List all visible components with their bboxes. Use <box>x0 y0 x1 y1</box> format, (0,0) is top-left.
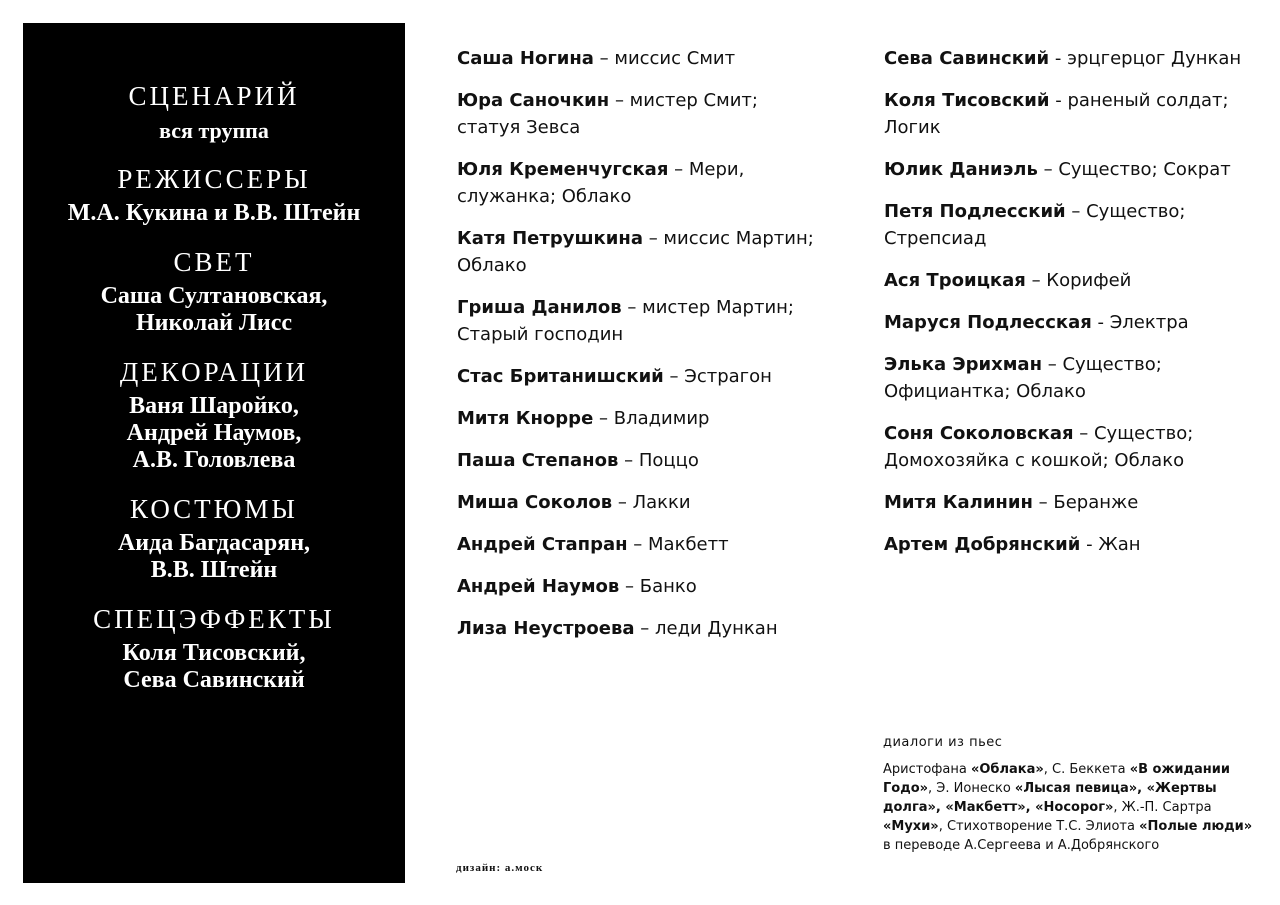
actor-name: Артем Добрянский <box>884 534 1081 555</box>
credit-heading: СПЕЦЭФФЕКТЫ <box>93 604 335 634</box>
play-title: «Облака» <box>970 762 1044 777</box>
role-name: - раненый солдат; Логик <box>884 90 1229 138</box>
cast-item <box>884 531 1254 558</box>
play-title: «Лысая певица», «Жертвы долга», «Макбетт», «Носорог» <box>883 781 1217 815</box>
cast-item <box>884 309 1254 336</box>
cast-item <box>884 351 1254 405</box>
credit-heading: СЦЕНАРИЙ <box>128 81 300 111</box>
actor-name: Сева Савинский <box>884 48 1050 69</box>
credit-name: Аида Багдасарян, <box>117 530 311 556</box>
actor-name: Митя Кнорре <box>457 408 594 429</box>
cast-item <box>884 489 1254 516</box>
role-name: – Владимир <box>593 408 710 429</box>
role-name: – леди Дункан <box>634 618 778 639</box>
credit-block-directors <box>23 162 405 227</box>
cast-item <box>884 45 1254 72</box>
actor-name: Саша Ногина <box>457 48 594 69</box>
cast-item <box>457 573 827 600</box>
cast-item <box>457 225 827 279</box>
role-name: - Жан <box>1080 534 1141 555</box>
footnote-body <box>883 760 1263 855</box>
cast-item <box>457 615 827 642</box>
cast-item <box>457 489 827 516</box>
role-name: – Существо; Домохозяйка с кошкой; Облако <box>884 423 1194 471</box>
role-name: – Существо; Сократ <box>1037 159 1231 180</box>
cast-item <box>457 405 827 432</box>
design-credit: дизайн: а.моск <box>456 862 544 874</box>
role-name: – мистер Мартин; Старый господин <box>457 297 794 345</box>
cast-item <box>884 267 1254 294</box>
credit-block-script <box>23 79 405 144</box>
role-name: – Мери, служанка; Облако <box>457 159 745 207</box>
actor-name: Митя Калинин <box>884 492 1033 513</box>
role-name: – Лакки <box>612 492 691 513</box>
role-name: - Электра <box>1091 312 1189 333</box>
cast-item <box>457 447 827 474</box>
role-name: – Макбетт <box>627 534 729 555</box>
cast-list-right <box>884 45 1254 573</box>
credit-name: Николай Лисс <box>136 310 292 336</box>
cast-item <box>457 294 827 348</box>
role-name: – Эстрагон <box>663 366 772 387</box>
credit-block-light <box>23 245 405 337</box>
role-name: – Корифей <box>1025 270 1132 291</box>
cast-item <box>884 156 1254 183</box>
credit-block-effects <box>23 602 405 694</box>
actor-name: Коля Тисовский <box>884 90 1050 111</box>
actor-name: Соня Соколовская <box>884 423 1074 444</box>
footnote-text: , Стихотворение Т.С. Элиота <box>938 819 1140 834</box>
credits-panel <box>23 23 405 883</box>
role-name: – Беранже <box>1032 492 1139 513</box>
footnote-text: , Ж.-П. Сартра <box>1113 800 1212 815</box>
footnote-title: диалоги из пьес <box>883 735 1003 750</box>
role-name: – Существо; Стрепсиад <box>884 201 1186 249</box>
actor-name: Юлик Даниэль <box>884 159 1038 180</box>
role-name: – миссис Смит <box>593 48 736 69</box>
credit-heading: ДЕКОРАЦИИ <box>119 357 309 387</box>
actor-name: Петя Подлесский <box>884 201 1066 222</box>
credit-heading: СВЕТ <box>173 247 255 277</box>
credit-block-costumes <box>23 492 405 584</box>
actor-name: Стас Британишский <box>457 366 664 387</box>
credit-name: Андрей Наумов, <box>126 420 302 446</box>
footnote-text: Аристофана <box>883 762 971 777</box>
credit-heading: КОСТЮМЫ <box>130 494 298 524</box>
actor-name: Паша Степанов <box>457 450 619 471</box>
cast-item <box>884 87 1254 141</box>
actor-name: Миша Соколов <box>457 492 613 513</box>
cast-item <box>884 198 1254 252</box>
cast-item <box>457 156 827 210</box>
sources-footnote <box>883 733 1263 855</box>
cast-list-left <box>457 45 827 657</box>
actor-name: Элька Эрихман <box>884 354 1043 375</box>
credit-heading: РЕЖИССЕРЫ <box>117 164 311 194</box>
role-name: - эрцгерцог Дункан <box>1049 48 1242 69</box>
role-name: – миссис Мартин; Облако <box>457 228 814 276</box>
credit-block-sets <box>23 355 405 474</box>
cast-item <box>457 531 827 558</box>
cast-item <box>457 87 827 141</box>
actor-name: Юра Саночкин <box>457 90 610 111</box>
play-title: «Мухи» <box>883 819 939 834</box>
credit-name: Ваня Шаройко, <box>129 393 299 419</box>
cast-item <box>457 363 827 390</box>
actor-name: Лиза Неустроева <box>457 618 635 639</box>
credit-name: Коля Тисовский, <box>122 640 306 666</box>
actor-name: Маруся Подлесская <box>884 312 1092 333</box>
play-title: «В ожидании Годо» <box>883 762 1230 796</box>
actor-name: Ася Троицкая <box>884 270 1026 291</box>
credit-name: В.В. Штейн <box>150 557 278 583</box>
role-name: – Поццо <box>618 450 699 471</box>
actor-name: Андрей Наумов <box>457 576 620 597</box>
footnote-text: в переводе А.Сергеева и А.Добрянского <box>883 838 1160 853</box>
actor-name: Гриша Данилов <box>457 297 622 318</box>
footnote-text: , Э. Ионеско <box>928 781 1015 796</box>
cast-item <box>884 420 1254 474</box>
credit-name: Сева Савинский <box>123 667 305 693</box>
actor-name: Катя Петрушкина <box>457 228 643 249</box>
role-name: – мистер Смит; статуя Зевса <box>457 90 758 138</box>
cast-item <box>457 45 827 72</box>
credit-name: вся труппа <box>159 118 269 143</box>
actor-name: Юля Кременчугская <box>457 159 669 180</box>
credit-name: А.В. Головлева <box>132 447 296 473</box>
play-title: «Полые люди» <box>1139 819 1253 834</box>
credit-name: Саша Султановская, <box>100 283 328 309</box>
credit-name: М.А. Кукина и В.В. Штейн <box>67 200 361 226</box>
role-name: – Существо; Официантка; Облако <box>884 354 1162 402</box>
footnote-text: , С. Беккета <box>1043 762 1130 777</box>
actor-name: Андрей Стапран <box>457 534 628 555</box>
role-name: – Банко <box>619 576 697 597</box>
